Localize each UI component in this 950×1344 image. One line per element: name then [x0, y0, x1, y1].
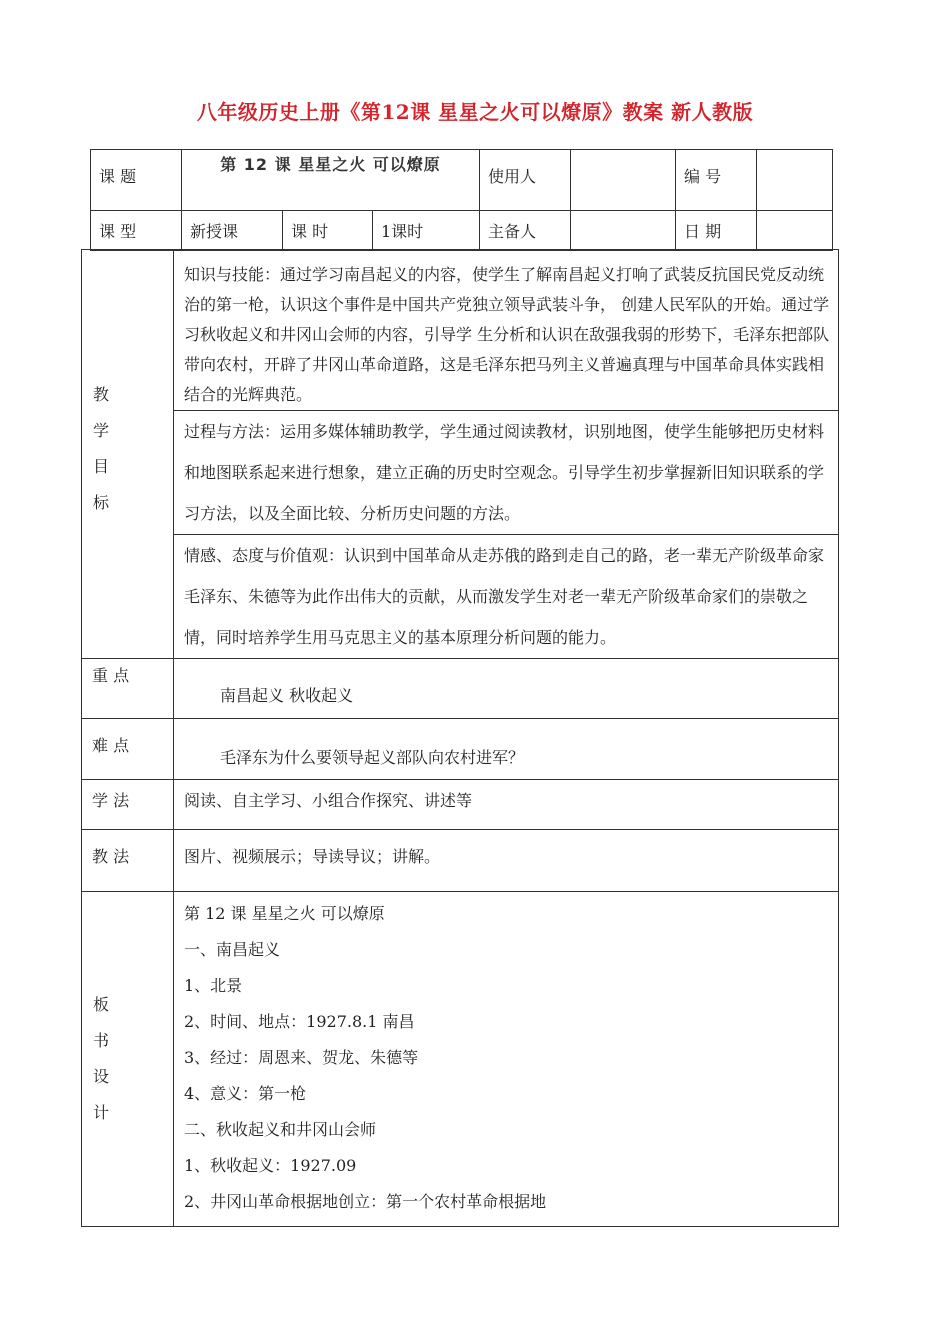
difficulty-label: 难 点 — [82, 719, 174, 780]
objectives-label-char: 教 — [92, 385, 109, 404]
user-value — [571, 150, 676, 211]
number-value — [757, 150, 833, 211]
objectives-label-char: 标 — [92, 493, 109, 512]
board-label-char: 计 — [92, 1103, 109, 1122]
study-method-label: 学 法 — [82, 780, 174, 830]
difficulty-value: 毛泽东为什么要领导起义部队向农村进军？ — [220, 748, 525, 767]
board-line: 二、秋收起义和井冈山会师 — [184, 1120, 377, 1139]
board-line: 4、意义：第一枪 — [184, 1084, 307, 1103]
key-points-label: 重 点 — [82, 659, 174, 719]
objective-emotion: 情感、态度与价值观：认识到中国革命从走苏俄的路到走自己的路，老一辈无产阶级革命家毛泽东、朱德等为此作出伟大的贡献，从而激发学生对老一辈无产阶级革命家们的崇敬之情，同时培养学生用马克思主义的基本原理分析问题的能力。 — [174, 535, 839, 659]
board-design-label-cell — [82, 892, 174, 1227]
document-title: 八年级历史上册《第12课 星星之火可以燎原》教案 新人教版 — [196, 100, 754, 124]
number-label: 编 号 — [676, 150, 757, 211]
board-line: 1、北景 — [184, 976, 243, 995]
board-line: 3、经过：周恩来、贺龙、朱德等 — [184, 1048, 419, 1067]
header-table — [90, 149, 833, 251]
board-design-content — [174, 892, 839, 1227]
study-method-value: 阅读、自主学习、小组合作探究、讲述等 — [174, 780, 839, 830]
type-label: 课 型 — [91, 211, 182, 251]
date-label: 日 期 — [676, 211, 757, 251]
board-label-char: 板 — [92, 995, 109, 1014]
preparer-value — [571, 211, 676, 251]
board-line: 1、秋收起义：1927.09 — [184, 1156, 357, 1175]
board-line: 2、井冈山革命根据地创立：第一个农村革命根据地 — [184, 1192, 547, 1211]
objectives-label-cell — [82, 250, 174, 659]
lesson-plan-table — [81, 249, 839, 1227]
key-points-value: 南昌起义 秋收起义 — [220, 686, 354, 705]
user-label: 使用人 — [480, 150, 571, 211]
date-value — [757, 211, 833, 251]
board-label-char: 书 — [92, 1031, 109, 1050]
key-points-cell — [174, 659, 839, 719]
objective-knowledge: 知识与技能：通过学习南昌起义的内容，使学生了解南昌起义打响了武装反抗国民党反动统治的第一枪，认识这个事件是中国共产党独立领导武装斗争， 创建人民军队的开始。通过学习秋收起义和井冈山会师的内容，引导学 生分析和认识在敌强我弱的形势下，毛泽东把部队带向农村，开辟了井冈山革命道路，这是毛泽东把马列主义普遍真理与中国革命具体实践相结合的光辉典范。 — [174, 250, 839, 411]
board-line: 一、南昌起义 — [184, 940, 281, 959]
board-label-char: 设 — [92, 1067, 109, 1086]
type-value: 新授课 — [182, 211, 283, 251]
teach-method-value: 图片、视频展示；导读导议；讲解。 — [174, 830, 839, 892]
preparer-label: 主备人 — [480, 211, 571, 251]
teach-method-label: 教 法 — [82, 830, 174, 892]
hours-value: 1课时 — [373, 211, 480, 251]
objectives-label-char: 目 — [92, 457, 109, 476]
board-line: 第 12 课 星星之火 可以燎原 — [184, 904, 385, 923]
objective-process: 过程与方法：运用多媒体辅助教学，学生通过阅读教材，识别地图，使学生能够把历史材料和地图联系起来进行想象，建立正确的历史时空观念。引导学生初步掌握新旧知识联系的学习方法，以及全面比较、分析历史问题的方法。 — [174, 411, 839, 535]
topic-label: 课 题 — [91, 150, 182, 211]
board-line: 2、时间、地点：1927.8.1 南昌 — [184, 1012, 415, 1031]
topic-value: 第 12 课 星星之火 可以燎原 — [182, 150, 480, 211]
hours-label: 课 时 — [283, 211, 373, 251]
objectives-label-char: 学 — [92, 421, 109, 440]
difficulty-cell — [174, 719, 839, 780]
